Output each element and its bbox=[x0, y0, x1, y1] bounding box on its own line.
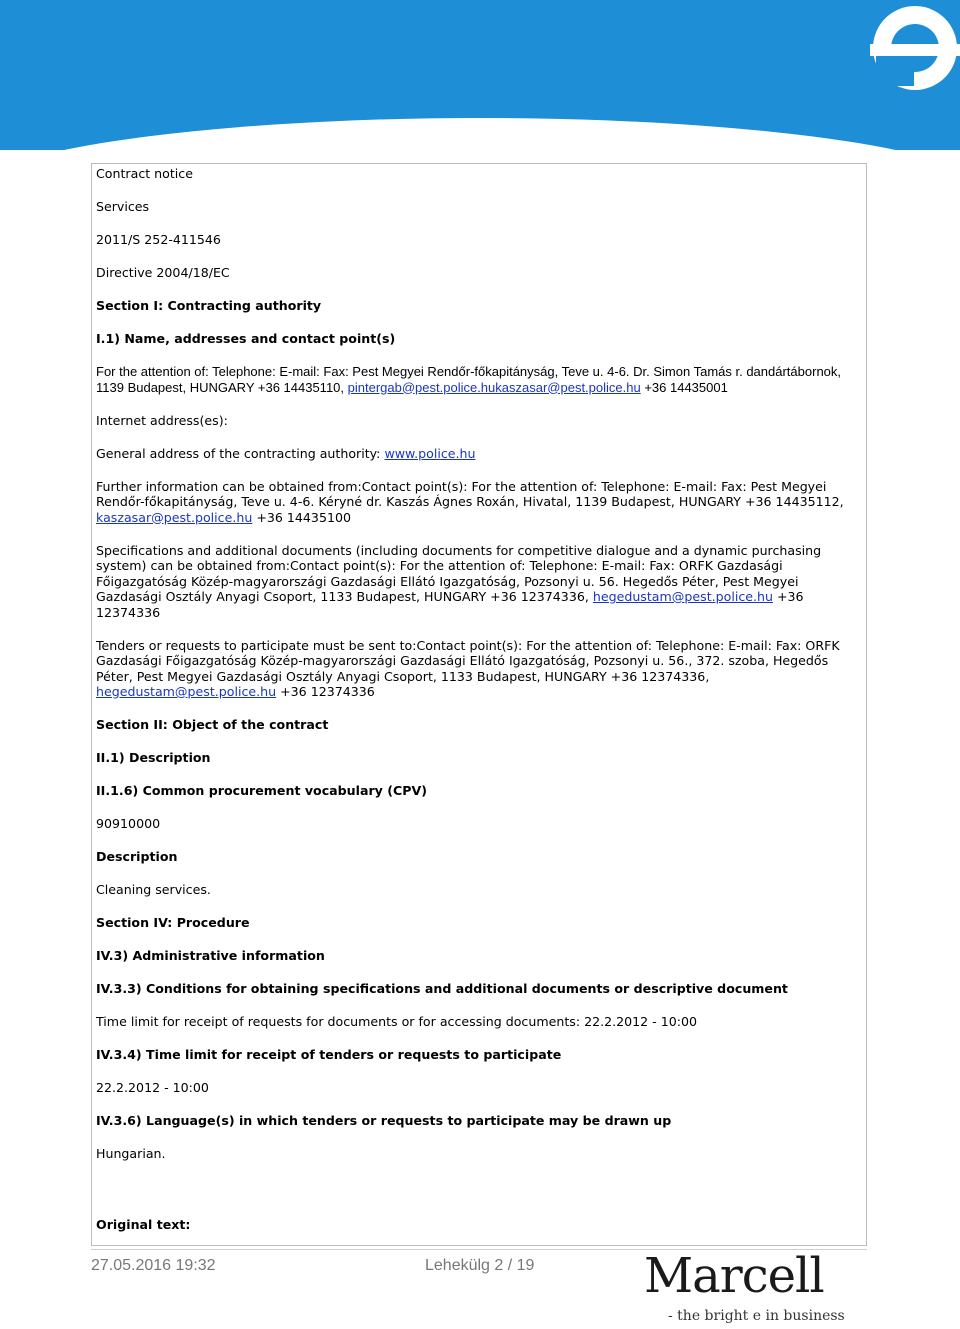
section-2-1-6-title: II.1.6) Common procurement vocabulary (CPV) bbox=[96, 783, 427, 798]
contact-address-text: For the attention of: Telephone: E-mail: Fax: Pest Megyei Rendőr-főkapitányság, Teve u. 4-6. Dr. Simon Tamás r. dandártábornok, 1139 Budapest, HUNGARY +36 14435110, bbox=[96, 364, 842, 395]
e-logo-icon bbox=[830, 0, 960, 110]
original-text-label: Original text: bbox=[96, 1217, 191, 1232]
further-information-phone: +36 14435100 bbox=[252, 509, 351, 525]
document-body bbox=[96, 166, 864, 1179]
internet-address-label: Internet address(es): bbox=[96, 412, 228, 428]
notice-category: Services bbox=[96, 199, 150, 214]
section-4-3-title: IV.3) Administrative information bbox=[96, 948, 325, 963]
section-1-title: Section I: Contracting authority bbox=[96, 298, 322, 313]
further-email-link[interactable]: kaszasar@pest.police.hu bbox=[96, 509, 253, 525]
section-4-title: Section IV: Procedure bbox=[96, 915, 250, 930]
further-information-text: Further information can be obtained from:Contact point(s): For the attention of: Telephone: E-mail: Fax: Pest Megyei Rendőr-főkapitányság, Teve u. 4-6. Kéryné dr. Kaszás Ágnes Roxán, Hivatal, 1139 Budapest, HUNGARY +36 14435112, bbox=[96, 478, 844, 509]
tenders-contact bbox=[96, 638, 864, 700]
section-1-1-title: I.1) Name, addresses and contact point(s) bbox=[96, 331, 396, 346]
section-4-3-4-title: IV.3.4) Time limit for receipt of tenders or requests to participate bbox=[96, 1047, 562, 1062]
tenders-email-link[interactable]: hegedustam@pest.police.hu bbox=[96, 684, 277, 699]
footer-page-number: Lehekülg 2 / 19 bbox=[425, 1257, 535, 1274]
brand-tagline: - the bright e in business bbox=[668, 1308, 845, 1324]
header-banner bbox=[0, 0, 960, 150]
contact-address bbox=[96, 364, 864, 395]
specifications-text: Specifications and additional documents (including documents for competitive dialogue and a dynamic purchasing system) can be obtained from:Contact point(s): For the attention of: Telephone: E-mail: Fax: ORFK Gazdasági Főigazgatóság Közép-magyarországi Gazdasági Ellátó Igazgatóság, Pozsonyi u. 56. Hegedős Péter, Pest Megyei Gazdasági Osztály Anyagi Csoport, 1133 Budapest, HUNGARY +36 12374336, bbox=[96, 542, 822, 604]
section-4-3-6-value: Hungarian. bbox=[96, 1146, 166, 1161]
description-value: Cleaning services. bbox=[96, 882, 211, 897]
description-label: Description bbox=[96, 849, 178, 864]
section-4-3-3-title: IV.3.3) Conditions for obtaining specifications and additional documents or descriptive document bbox=[96, 981, 788, 996]
section-4-3-4-value: 22.2.2012 - 10:00 bbox=[96, 1080, 209, 1095]
header-wave bbox=[0, 118, 960, 150]
general-address-link[interactable]: www.police.hu bbox=[384, 445, 476, 461]
specifications-contact bbox=[96, 543, 864, 621]
specifications-phone: +36 12374336 bbox=[96, 589, 804, 620]
specifications-email-link[interactable]: hegedustam@pest.police.hu bbox=[592, 589, 773, 604]
section-2-1-title: II.1) Description bbox=[96, 750, 211, 765]
tenders-text: Tenders or requests to participate must be sent to:Contact point(s): For the attention of: Telephone: E-mail: Fax: ORFK Gazdasági Főigazgatóság Közép-magyarországi Gazdasági Ellátó Igazgatóság, Pozsonyi u. 56., 372. szoba, Hegedős Péter, Pest Megyei Gazdasági Osztály Anyagi Csoport, 1133 Budapest, HUNGARY +36 12374336, bbox=[96, 637, 840, 684]
brand-logo bbox=[640, 1248, 870, 1326]
cpv-code: 90910000 bbox=[96, 816, 161, 831]
general-address bbox=[96, 446, 864, 462]
tenders-phone: +36 12374336 bbox=[276, 684, 375, 699]
general-address-label: General address of the contracting authority: bbox=[96, 445, 385, 461]
footer-datetime: 27.05.2016 19:32 bbox=[91, 1257, 216, 1274]
section-4-3-6-title: IV.3.6) Language(s) in which tenders or requests to participate may be drawn up bbox=[96, 1113, 672, 1128]
further-information bbox=[96, 479, 864, 526]
contact-address-phone: +36 14435001 bbox=[640, 379, 728, 395]
brand-name: Marcell bbox=[644, 1248, 824, 1304]
notice-type: Contract notice bbox=[96, 166, 193, 181]
section-4-3-3-text: Time limit for receipt of requests for documents or for accessing documents: 22.2.2012 - 10:00 bbox=[96, 1014, 698, 1029]
contact-email-link[interactable]: pintergab@pest.police.hukaszasar@pest.police.hu bbox=[347, 379, 641, 395]
notice-directive: Directive 2004/18/EC bbox=[96, 265, 230, 280]
section-2-title: Section II: Object of the contract bbox=[96, 717, 329, 732]
notice-reference: 2011/S 252-411546 bbox=[96, 232, 221, 247]
